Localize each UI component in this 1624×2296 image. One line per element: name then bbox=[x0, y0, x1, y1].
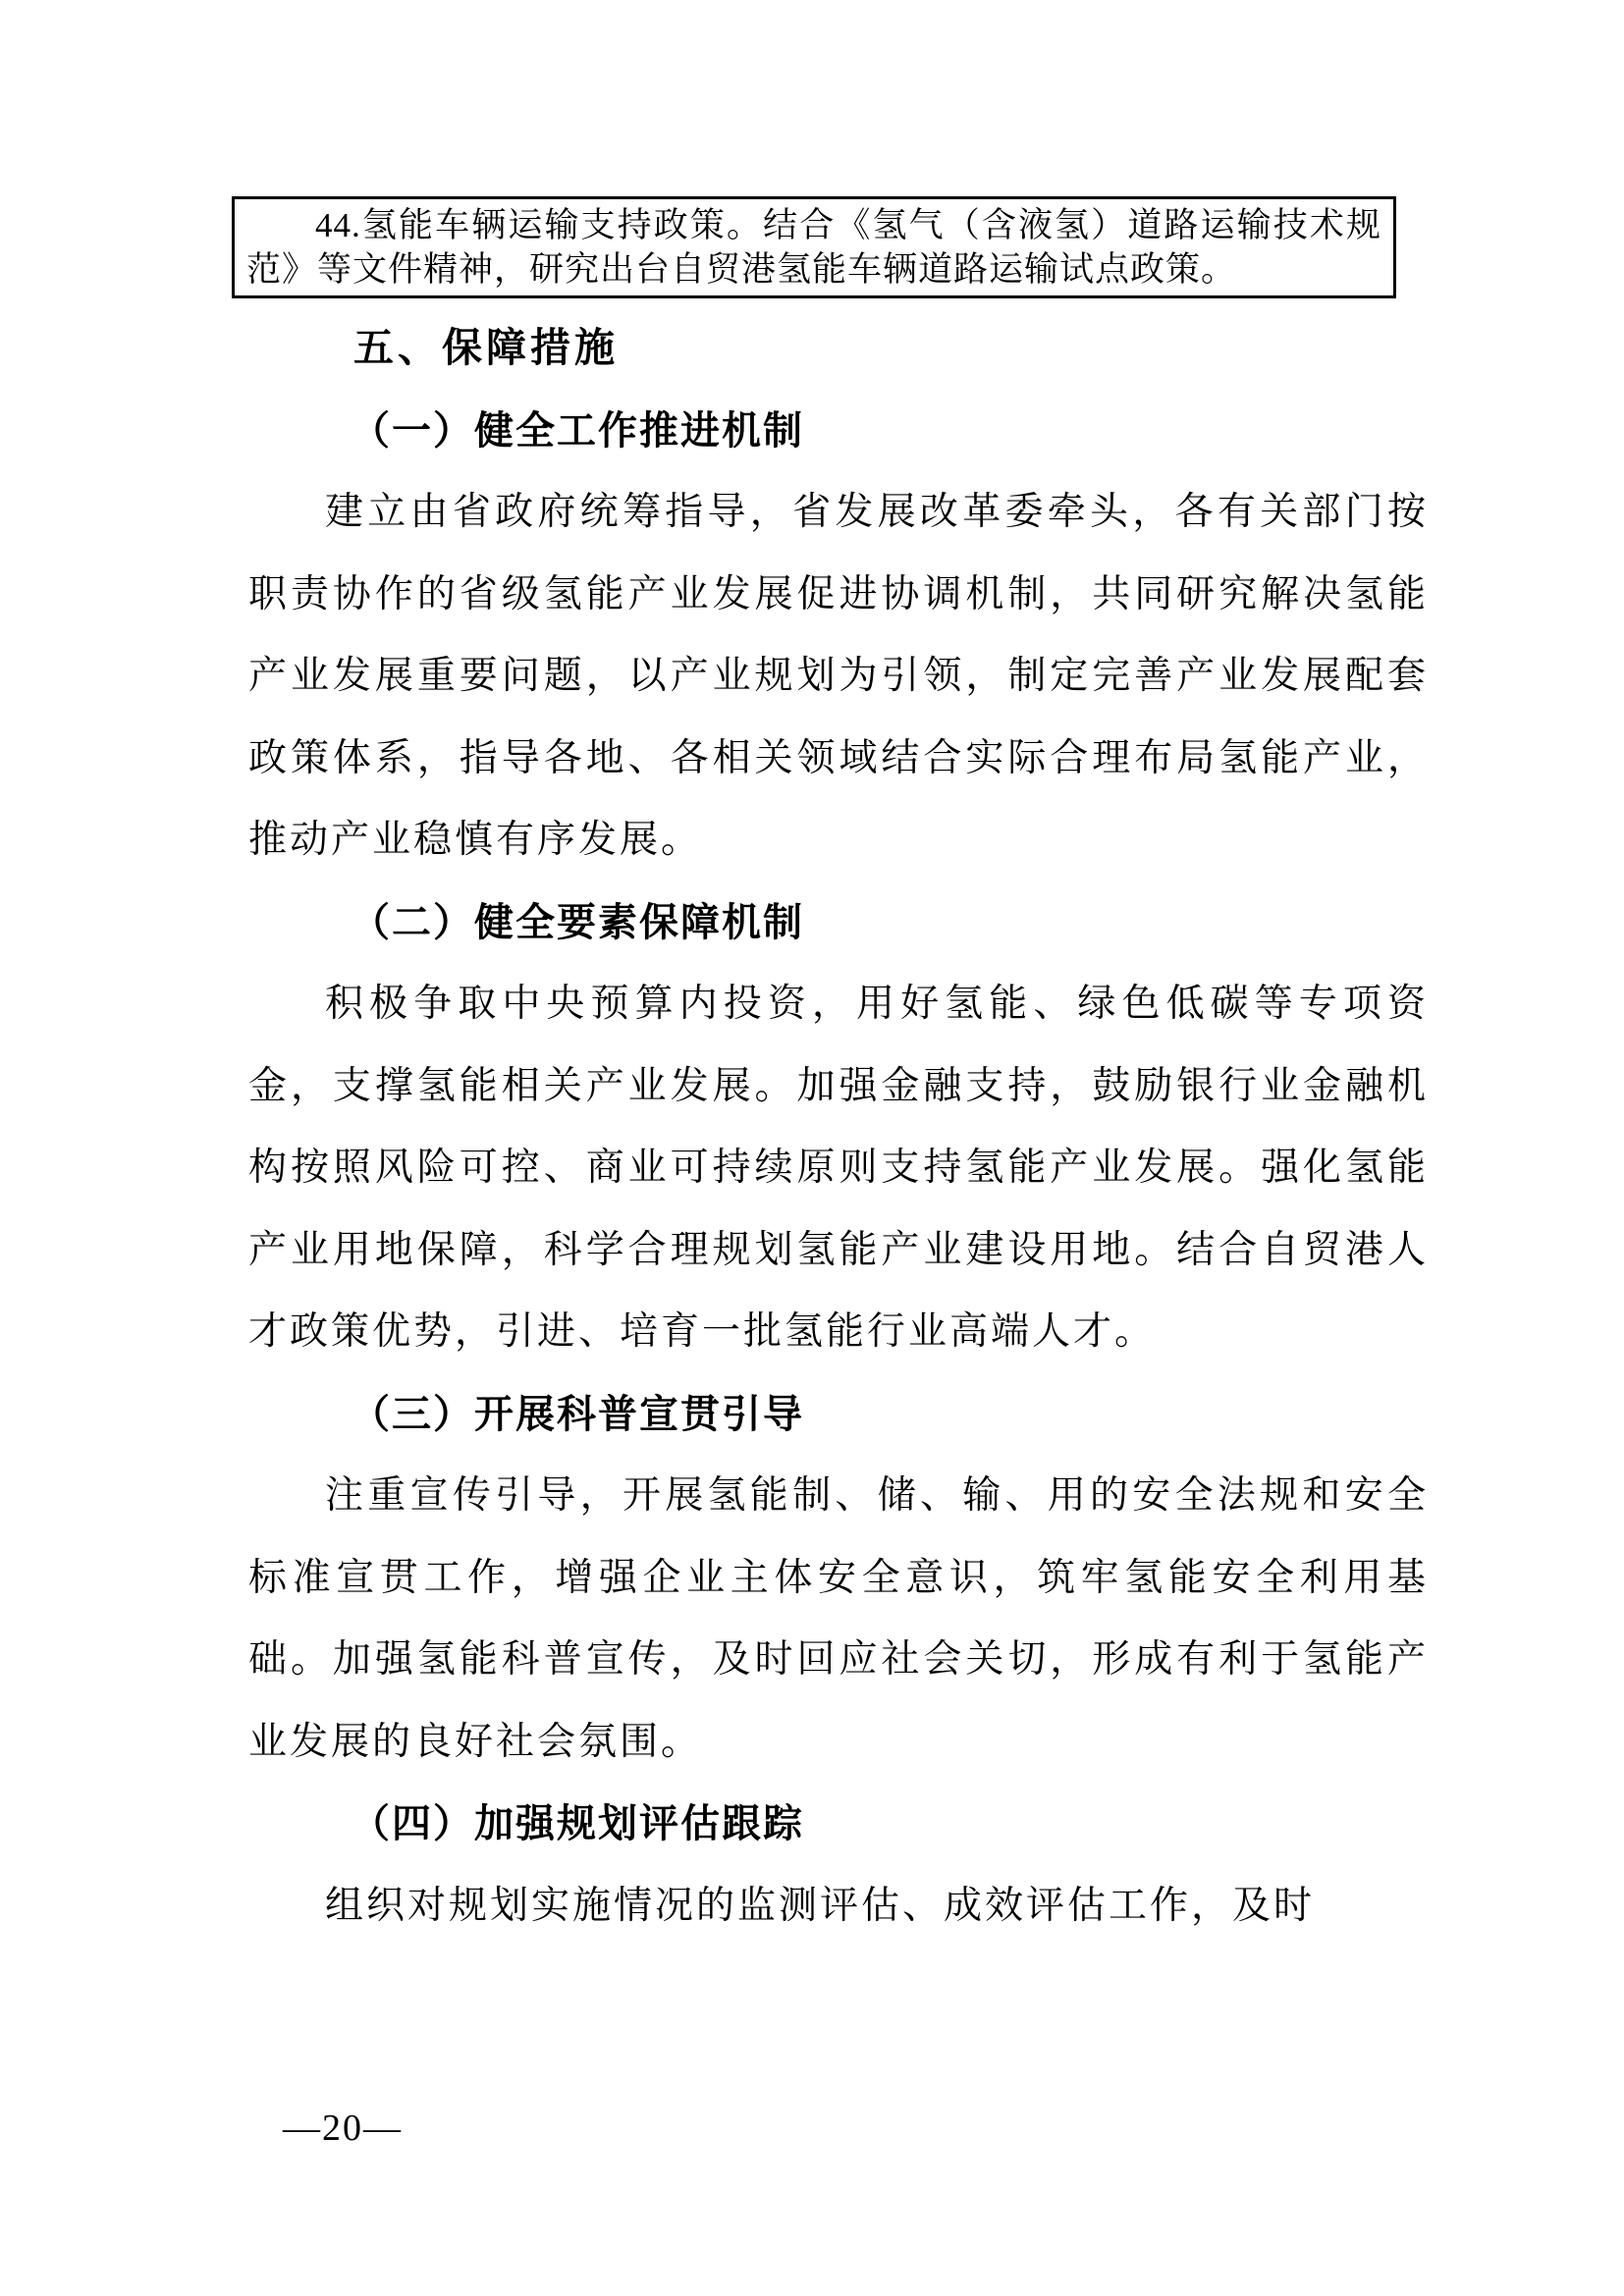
subsection-heading-4: （四）加强规划评估跟踪 bbox=[351, 1801, 804, 1845]
subsection-body-1: 建立由省政府统筹指导，省发展改革委牵头，各有关部门按职责协作的省级氢能产业发展促进协调机制，共同研究解决氢能产业发展重要问题，以产业规划为引领，制定完善产业发展配套政策体系，指导各地、各相关领域结合实际合理布局氢能产业，推动产业稳慎有序发展。 bbox=[248, 491, 1429, 861]
subsection-body-4: 组织对规划实施情况的监测评估、成效评估工作，及时 bbox=[325, 1884, 1316, 1927]
callout-box bbox=[232, 196, 1396, 298]
subsection-body-2: 积极争取中央预算内投资，用好氢能、绿色低碳等专项资金，支撑氢能相关产业发展。加强金融支持，鼓励银行业金融机构按照风险可控、商业可持续原则支持氢能产业发展。强化氢能产业用地保障，科学合理规划氢能产业建设用地。结合自贸港人才政策优势，引进、培育一批氢能行业高端人才。 bbox=[248, 983, 1429, 1353]
page-content bbox=[248, 307, 1429, 1947]
section-title: 五、保障措施 bbox=[353, 325, 619, 370]
subsection-heading-1: （一）健全工作推进机制 bbox=[351, 407, 804, 453]
subsection-body-3: 注重宣传引导，开展氢能制、储、输、用的安全法规和安全标准宣贯工作，增强企业主体安全意识，筑牢氢能安全利用基础。加强氢能科普宣传，及时回应社会关切，形成有利于氢能产业发展的良好社会氛围。 bbox=[248, 1474, 1429, 1763]
callout-text: 44.氢能车辆运输支持政策。结合《氢气（含液氢）道路运输技术规范》等文件精神，研究出台自贸港氢能车辆道路运输试点政策。 bbox=[246, 206, 1381, 289]
subsection-heading-3: （三）开展科普宣贯引导 bbox=[351, 1391, 804, 1436]
subsection-heading-2: （二）健全要素保障机制 bbox=[351, 899, 804, 944]
page-number: —20— bbox=[283, 2108, 403, 2149]
